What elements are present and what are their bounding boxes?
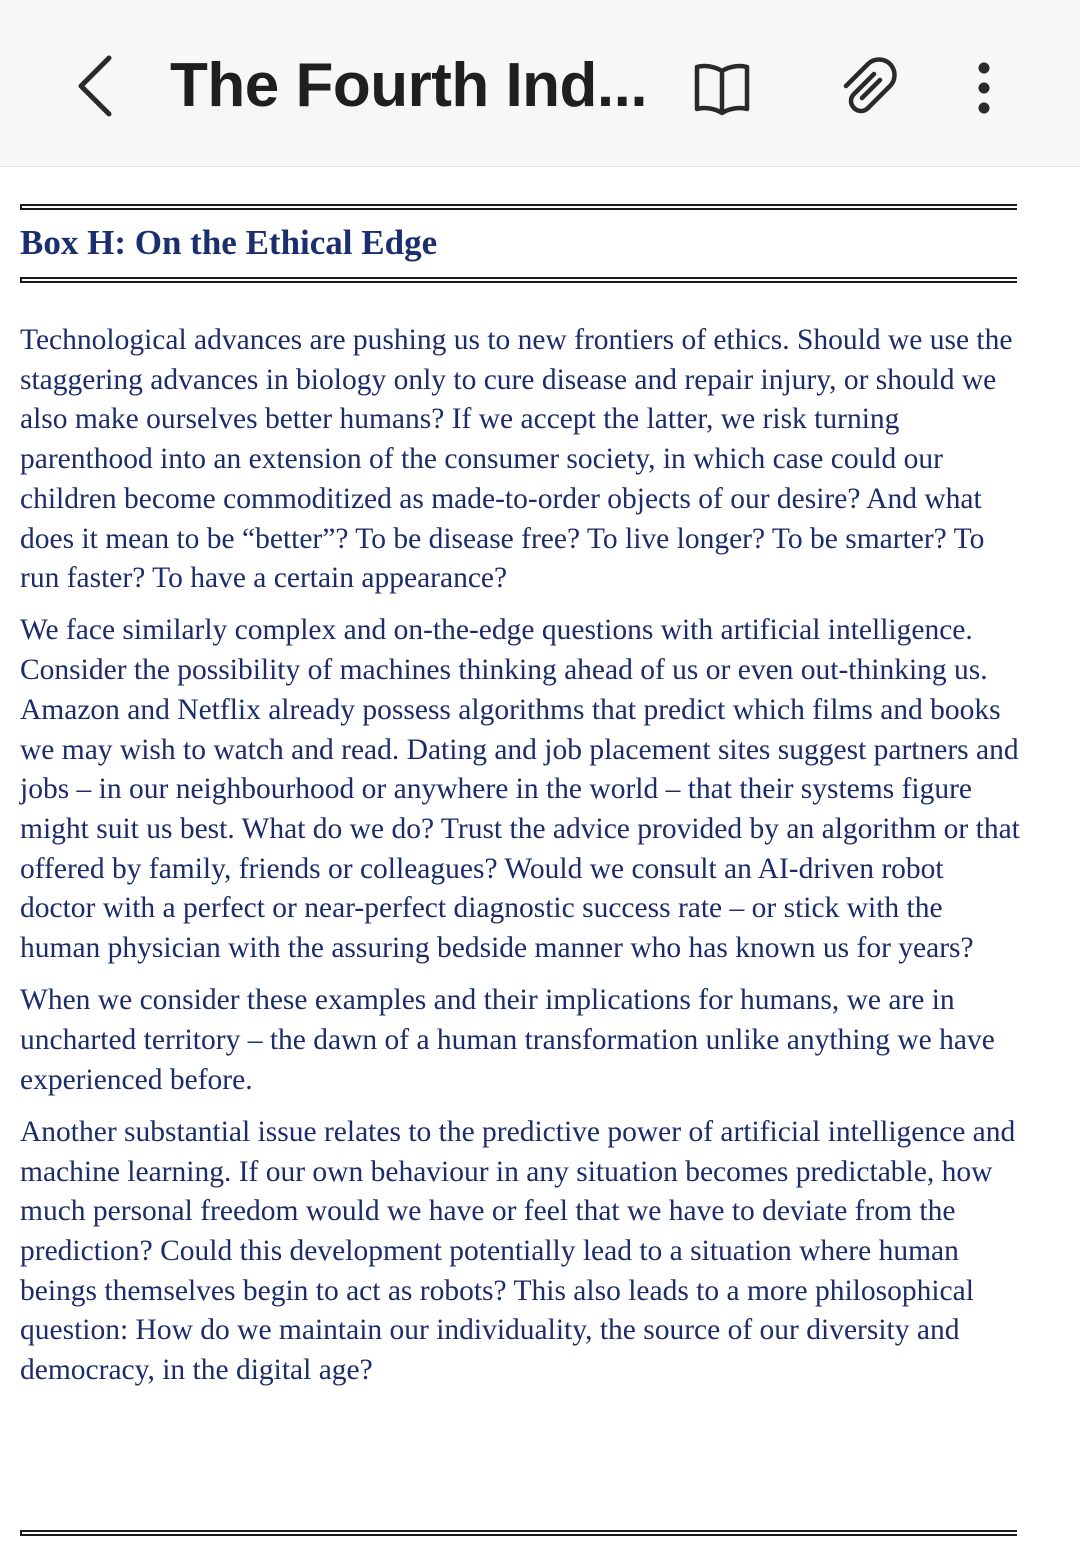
document-page[interactable] [0,167,1080,1565]
attach-button[interactable] [828,50,904,126]
more-vert-icon [974,60,994,116]
open-book-icon [692,59,752,117]
bottom-double-rule [20,1530,1017,1536]
heading-double-rule [20,277,1017,283]
top-double-rule [20,204,1017,210]
more-options-button[interactable] [946,50,1022,126]
box-body [20,321,1020,1403]
paragraph: Another substantial issue relates to the predictive power of artificial intelligence and machine learning. If our own behaviour in any situation becomes predictable, how much personal freedom would we have or feel that we have to deviate from the prediction? Could this development potentially lead to a situation where human beings themselves begin to act as robots? This also leads to a more philosophical question: How do we maintain our individuality, the source of our diversity and democracy, in the digital age? [20,1115,1016,1387]
paragraph: We face similarly complex and on-the-edge questions with artificial intelligence. Consider the possibility of machines thinking ahead of us or even out-thinking us. Amazon and Netflix already possess algorithms that predict which films and books we may wish to watch and read. Dating and job placement sites suggest partners and jobs – in our neighbourhood or anywhere in the world – that their systems figure might suit us best. What do we do? Trust the advice provided by an algorithm or that offered by family, friends or colleagues? Would we consult an AI-driven robot doctor with a perfect or near-perfect diagnostic success rate – or stick with the human physician with the assuring bedside manner who has known us for years? [20,614,1020,965]
chevron-left-icon [73,54,117,118]
box-heading: Box H: On the Ethical Edge [20,223,438,262]
reading-mode-button[interactable] [684,50,760,126]
back-button[interactable] [60,46,130,126]
paperclip-icon [834,56,898,120]
top-app-bar [0,0,1080,167]
paragraph: When we consider these examples and their implications for humans, we are in uncharted territory – the dawn of a human transformation unlike anything we have experienced before. [20,984,995,1096]
paragraph: Technological advances are pushing us to new frontiers of ethics. Should we use the staggering advances in biology only to cure disease and repair injury, or should we also make ourselves better humans? If we accept the latter, we risk turning parenthood into an extension of the consumer society, in which case could our children become commoditized as made-to-order objects of our desire? And what does it mean to be “better”? To be disease free? To live longer? To be smarter? To run faster? To have a certain appearance? [20,324,1013,595]
document-title: The Fourth Ind... [170,51,648,120]
